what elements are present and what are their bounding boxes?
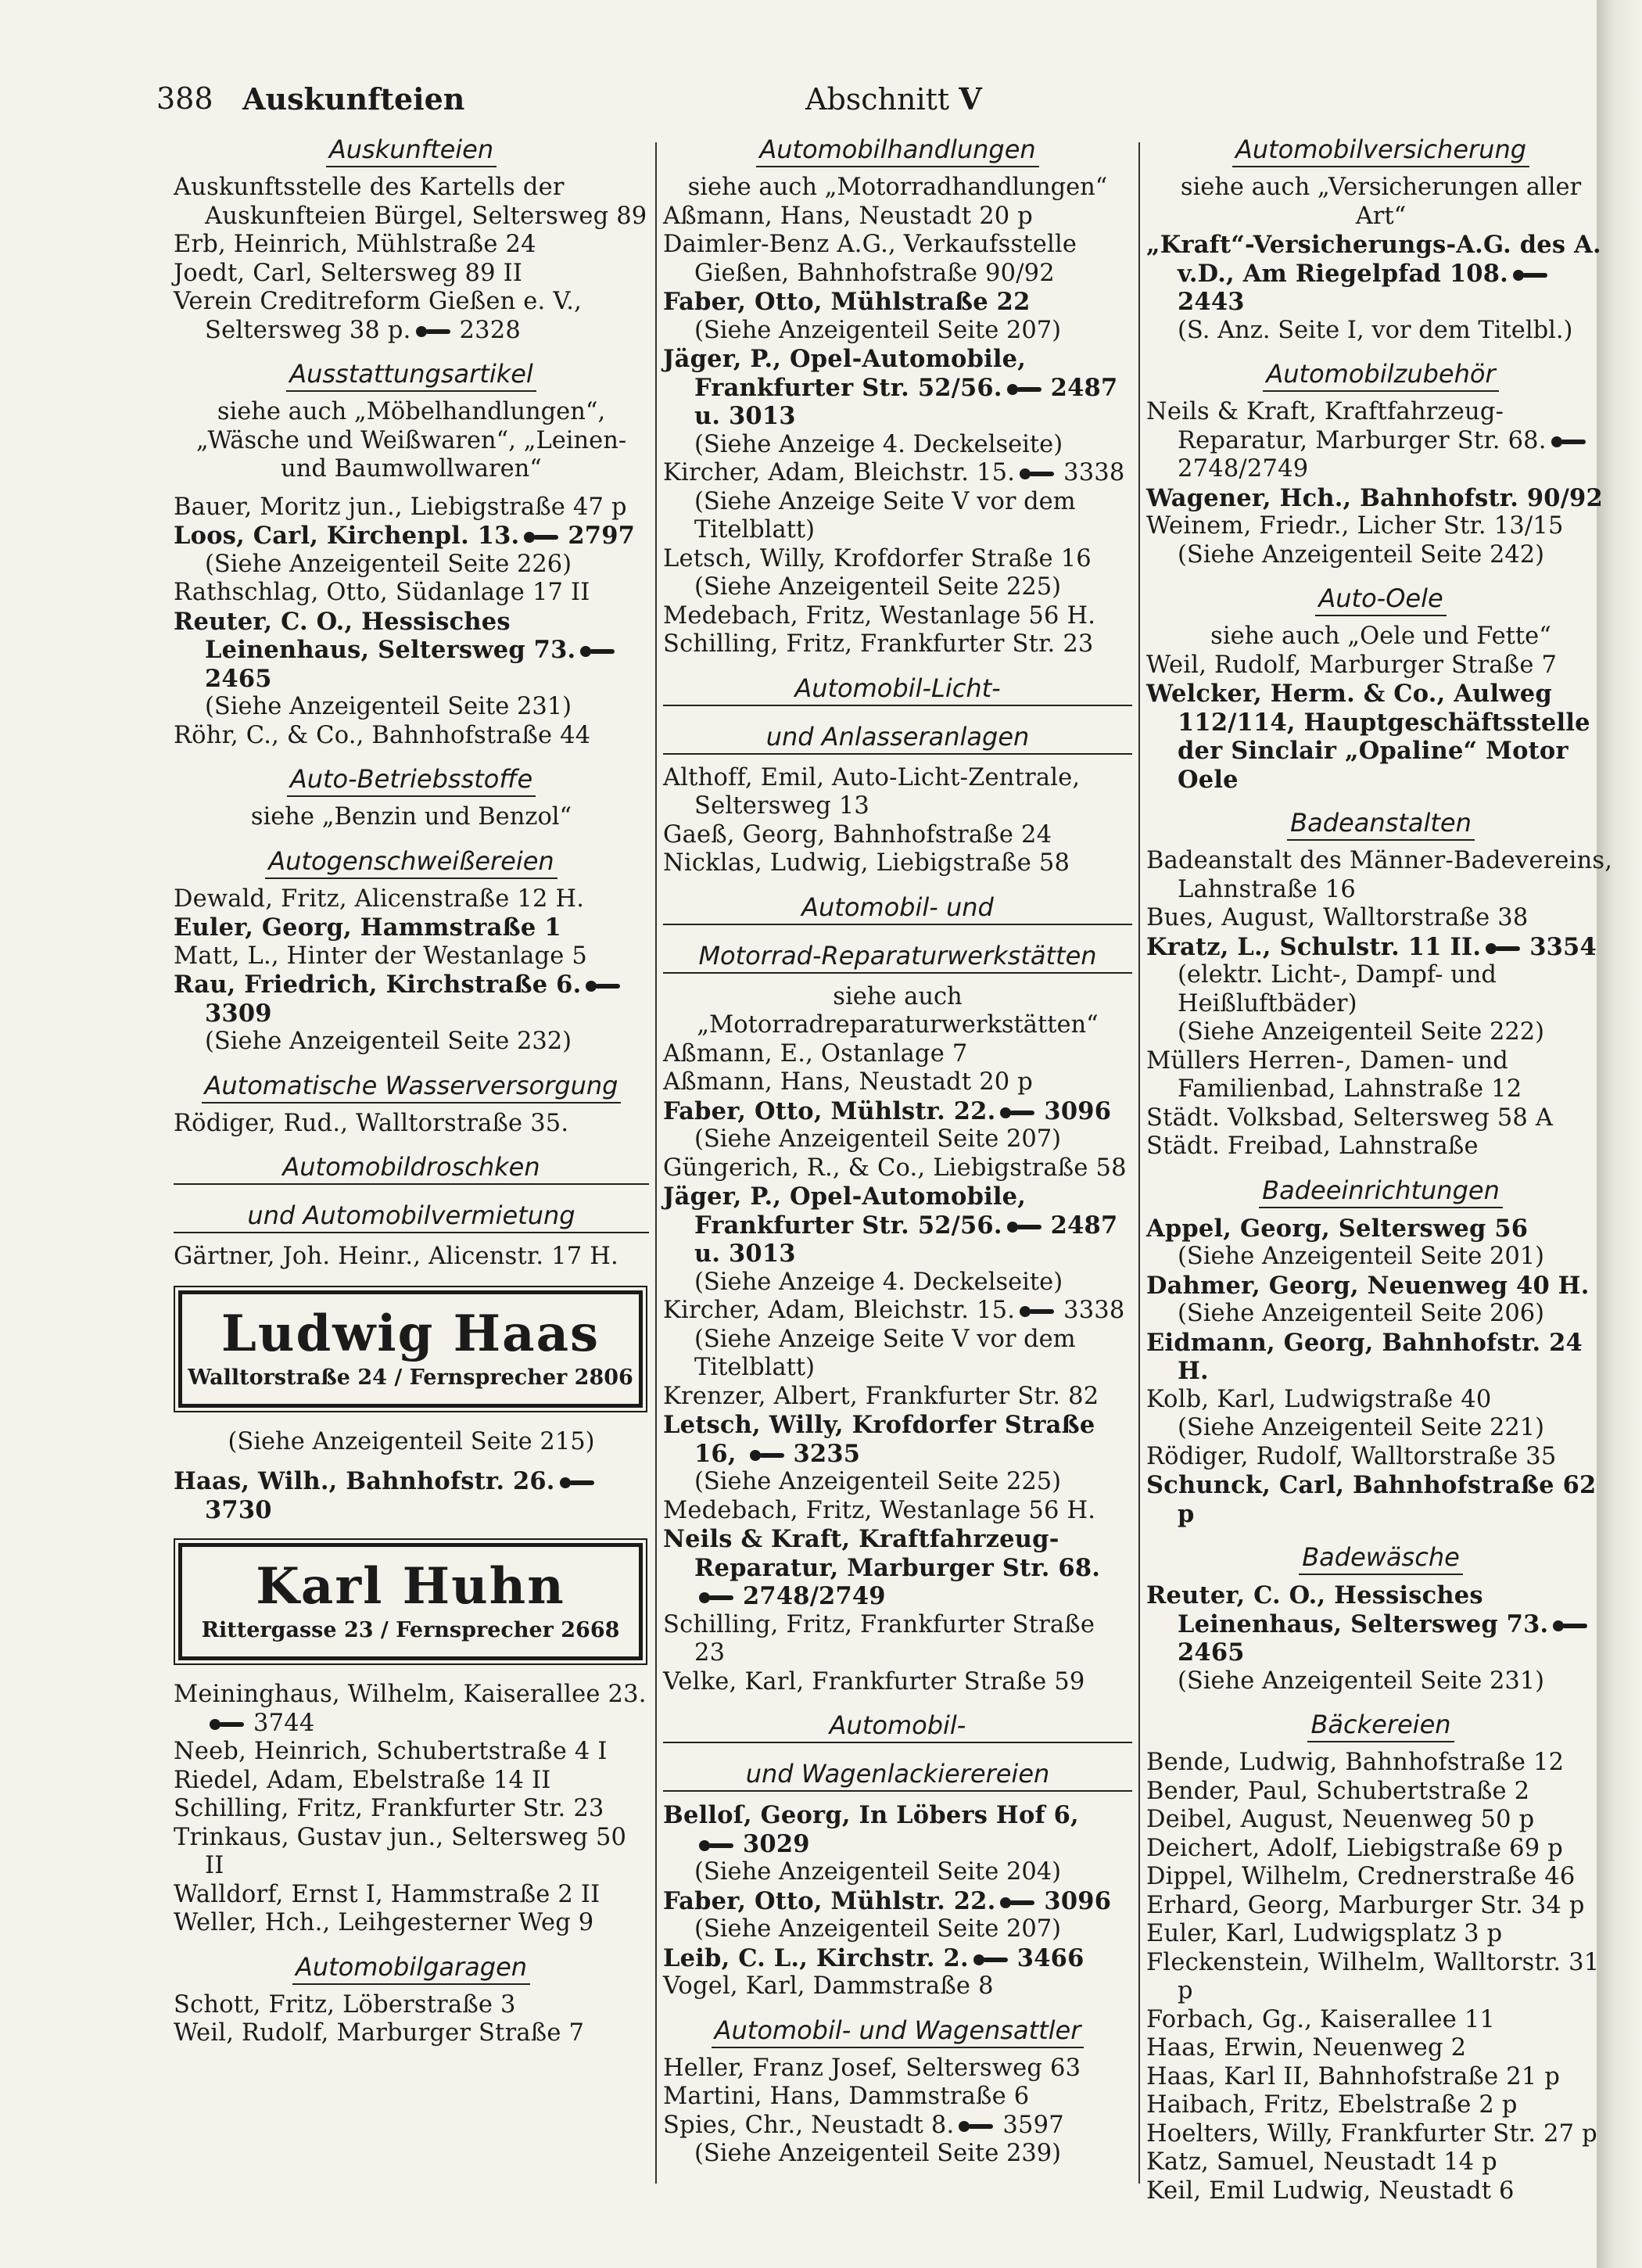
telephone-icon: [1513, 269, 1552, 282]
ad-reference: (Siehe Anzeige 4. Deckelseite): [694, 1268, 1063, 1296]
telephone-icon: [1020, 468, 1059, 480]
telephone-icon: [1007, 383, 1046, 396]
entry: Haas, Wilh., Bahnhofstr. 26.3730: [174, 1467, 649, 1524]
entry: Haas, Erwin, Neuenweg 2: [1146, 2034, 1467, 2062]
telephone-icon: [699, 1839, 738, 1852]
ad-reference: (Siehe Anzeigenteil Seite 225): [694, 573, 1062, 601]
entry: Schunck, Carl, Bahnhofstraße 62 p: [1146, 1471, 1597, 1528]
ad-reference: (Siehe Anzeigenteil Seite 231): [205, 693, 572, 720]
entry: Haibach, Fritz, Ebelstraße 2 p: [1146, 2091, 1518, 2119]
entry: Faber, Otto, Mühlstraße 22: [663, 288, 1031, 316]
telephone-icon: [1551, 436, 1590, 448]
section-heading: Badeeinrichtungen: [1146, 1175, 1615, 1205]
entry: Erhard, Georg, Marburger Str. 34 p: [1146, 1891, 1585, 1919]
entry: Kratz, L., Schulstr. 11 II. 3354: [1146, 932, 1597, 961]
telephone-icon: [1486, 942, 1525, 955]
ad-address: Rittergasse 23 / Fernsprecher 2668: [201, 1618, 620, 1642]
ad-reference: (Siehe Anzeigenteil Seite 201): [1178, 1243, 1545, 1270]
ad-reference: (S. Anz. Seite I, vor dem Titelbl.): [1178, 316, 1573, 344]
entry: „Kraft“-Versicherungs-A.G. des A. v.D., Am Riegelpfad 108.2443: [1146, 231, 1601, 316]
entry: Walldorf, Ernst I, Hammstraße 2 II: [174, 1880, 601, 1908]
see-also: siehe auch „Möbelhandlungen“, „Wäsche und Weißwaren“, „Leinen- und Baumwollwaren“: [195, 398, 627, 483]
entry: Deichert, Adolf, Liebigstraße 69 p: [1146, 1834, 1563, 1862]
section-label: [805, 81, 982, 117]
entry: Wagener, Hch., Bahnhofstr. 90/92: [1146, 483, 1603, 512]
ad-reference: (Siehe Anzeige Seite V vor dem Titelblatt): [694, 487, 1076, 544]
entry: Appel, Georg, Seltersweg 56: [1146, 1214, 1529, 1243]
telephone-icon: [750, 1449, 789, 1462]
entry: Röhr, C., & Co., Bahnhofstraße 44: [174, 721, 591, 749]
ad-reference: (Siehe Anzeigenteil Seite 231): [1178, 1667, 1545, 1695]
entry: Euler, Karl, Ludwigsplatz 3 p: [1146, 1920, 1503, 1947]
ad-name: Ludwig Haas: [220, 1304, 601, 1363]
entry: Velke, Karl, Frankfurter Straße 59: [663, 1667, 1085, 1696]
entry: Jäger, P., Opel-Automobile, Frankfurter Str. 52/56. 2487 u. 3013: [663, 345, 1118, 430]
entry: Kircher, Adam, Bleichstr. 15. 3338: [663, 1297, 1125, 1324]
entry: Euler, Georg, Hammstraße 1: [174, 913, 561, 942]
section-numeral: V: [959, 81, 982, 117]
section-heading: Automobilhandlungen: [663, 135, 1132, 164]
entry: Rau, Friedrich, Kirchstraße 6.3309: [174, 971, 649, 1028]
see-also: siehe auch „Oele und Fette“: [1210, 623, 1551, 650]
section-heading: Automatische Wasserversorgung: [174, 1071, 649, 1100]
entry: Gaeß, Georg, Bahnhofstraße 24: [663, 820, 1052, 849]
see-also: siehe auch „Versicherungen aller Art“: [1180, 174, 1582, 230]
telephone-icon: [586, 980, 625, 992]
ad-reference: (Siehe Anzeigenteil Seite 242): [1178, 540, 1545, 569]
entry: Auskunftsstelle des Kartells der Auskunfteien Bürgel, Seltersweg 89: [174, 174, 647, 230]
ad-reference: (Siehe Anzeigenteil Seite 225): [694, 1468, 1062, 1495]
ad-reference: (Siehe Anzeigenteil Seite 226): [205, 550, 572, 578]
entry-note: (elektr. Licht-, Dampf- und Heißluftbäder): [1178, 961, 1497, 1017]
entry: Keil, Emil Ludwig, Neustadt 6: [1146, 2176, 1515, 2205]
telephone-icon: [699, 1592, 738, 1604]
advertisement-box: [178, 1290, 643, 1408]
entry: Weil, Rudolf, Marburger Straße 7: [174, 2019, 585, 2047]
entry: Müllers Herren-, Damen- und Familienbad, Lahnstraße 12: [1146, 1046, 1522, 1103]
section-heading: Automobilgaragen: [174, 1952, 649, 1982]
entry: Städt. Freibad, Lahnstraße: [1146, 1132, 1479, 1160]
ad-reference: (Siehe Anzeigenteil Seite 207): [694, 1915, 1062, 1943]
entry: Rathschlag, Otto, Südanlage 17 II: [174, 579, 590, 606]
entry: Leib, C. L., Kirchstr. 2. 3466: [663, 1943, 1085, 1972]
ad-name: Karl Huhn: [256, 1557, 565, 1616]
section-heading: Auto-Betriebsstoffe: [174, 764, 649, 794]
entry: Dahmer, Georg, Neuenweg 40 H.: [1146, 1271, 1590, 1300]
entry: Faber, Otto, Mühlstr. 22. 3096: [663, 1096, 1112, 1125]
section-heading: Automobil- und Wagenlackierereien: [663, 1710, 1132, 1792]
ad-reference: (Siehe Anzeigenteil Seite 215): [228, 1427, 595, 1455]
entry: Reuter, C. O., Hessisches Leinenhaus, Seltersweg 73.2465: [174, 608, 649, 694]
column-divider: [1138, 142, 1140, 2184]
entry: Letsch, Willy, Krofdorfer Straße 16, 3235: [663, 1411, 1095, 1468]
ad-reference: (Siehe Anzeigenteil Seite 222): [1178, 1018, 1545, 1046]
ad-reference: (Siehe Anzeigenteil Seite 232): [205, 1028, 572, 1055]
section-heading: Badeanstalten: [1146, 808, 1615, 838]
telephone-icon: [1000, 1107, 1039, 1119]
ad-reference: (Siehe Anzeigenteil Seite 207): [694, 1125, 1062, 1153]
entry: Riedel, Adam, Ebelstraße 14 II: [174, 1766, 551, 1794]
entry: Hoelters, Willy, Frankfurter Str. 27 p: [1146, 2119, 1597, 2148]
ad-reference: (Siehe Anzeigenteil Seite 221): [1178, 1414, 1545, 1441]
section-heading: Ausstattungsartikel: [174, 359, 649, 389]
entry: Weller, Hch., Leihgesterner Weg 9: [174, 1909, 594, 1936]
entry: Kircher, Adam, Bleichstr. 15. 3338: [663, 459, 1125, 486]
entry: Weinem, Friedr., Licher Str. 13/15: [1146, 512, 1564, 540]
advertisement-box: [178, 1543, 643, 1660]
entry: Krenzer, Albert, Frankfurter Str. 82: [663, 1382, 1099, 1410]
entry: Medebach, Fritz, Westanlage 56 H.: [663, 601, 1096, 630]
entry: Meininghaus, Wilhelm, Kaiserallee 23. 3744: [174, 1681, 647, 1737]
entry: Schilling, Fritz, Frankfurter Str. 23: [174, 1795, 604, 1822]
entry: Neils & Kraft, Kraftfahrzeug-Reparatur, Marburger Str. 68.2748/2749: [1146, 398, 1615, 484]
entry: Katz, Samuel, Neustadt 14 p: [1146, 2148, 1497, 2176]
see-also: siehe auch „Motorradreparaturwerkstätten“: [697, 982, 1099, 1039]
entry: Rödiger, Rud., Walltorstraße 35.: [174, 1109, 569, 1137]
entry: Heller, Franz Josef, Seltersweg 63: [663, 2054, 1081, 2082]
entry: Vogel, Karl, Dammstraße 8: [663, 1972, 994, 2000]
entry: Nicklas, Ludwig, Liebigstraße 58: [663, 849, 1070, 877]
entry: Eidmann, Georg, Bahnhofstr. 24 H.: [1146, 1328, 1583, 1385]
section-word: Abschnitt: [805, 82, 950, 117]
entry: Bues, August, Walltorstraße 38: [1146, 904, 1529, 931]
section-heading: Automobil- und Wagensattler: [663, 2015, 1132, 2045]
telephone-icon: [1553, 1620, 1592, 1632]
entry: Bende, Ludwig, Bahnhofstraße 12: [1146, 1749, 1565, 1776]
telephone-icon: [1020, 1305, 1059, 1318]
section-heading: Autogenschweißereien: [174, 846, 649, 876]
entry: Erb, Heinrich, Mühlstraße 24: [174, 231, 536, 258]
entry: Weil, Rudolf, Marburger Straße 7: [1146, 651, 1558, 679]
section-heading: Automobil- und Motorrad-Reparaturwerkstätten: [663, 892, 1132, 974]
column-middle: [663, 135, 1132, 2169]
entry: Daimler-Benz A.G., Verkaufsstelle Gießen, Bahnhofstraße 90/92: [663, 231, 1077, 287]
column-left: [174, 135, 649, 2048]
entry: Joedt, Carl, Seltersweg 89 II: [174, 259, 523, 287]
section-heading: Automobilzubehör: [1146, 359, 1615, 389]
telephone-icon: [959, 2120, 998, 2133]
running-head: Auskunfteien: [242, 81, 465, 117]
entry: Bauer, Moritz jun., Liebigstraße 47 p: [174, 493, 627, 521]
entry: Forbach, Gg., Kaiserallee 11: [1146, 2005, 1496, 2033]
telephone-icon: [524, 531, 563, 544]
entry: Fleckenstein, Wilhelm, Walltorstr. 31 p: [1146, 1948, 1600, 2004]
entry: Gärtner, Joh. Heinr., Alicenstr. 17 H.: [174, 1243, 618, 1270]
entry: Schott, Fritz, Löberstraße 3: [174, 1990, 516, 2019]
ad-reference: (Siehe Anzeige 4. Deckelseite): [694, 430, 1063, 458]
entry: Schilling, Fritz, Frankfurter Straße 23: [663, 1610, 1095, 1667]
ad-reference: (Siehe Anzeige Seite V vor dem Titelblatt): [694, 1325, 1076, 1381]
telephone-icon: [416, 325, 455, 338]
entry: Althoff, Emil, Auto-Licht-Zentrale, Seltersweg 13: [663, 763, 1081, 820]
page-number: 388: [156, 81, 213, 116]
entry: Neils & Kraft, Kraftfahrzeug-Reparatur, Marburger Str. 68.2748/2749: [663, 1525, 1101, 1610]
entry: Letsch, Willy, Krofdorfer Straße 16: [663, 544, 1092, 572]
entry: Dewald, Fritz, Alicenstraße 12 H.: [174, 885, 585, 913]
entry: Reuter, C. O., Hessisches Leinenhaus, Seltersweg 73.2465: [1146, 1581, 1615, 1667]
column-right: [1146, 135, 1615, 2205]
entry: Aßmann, E., Ostanlage 7: [663, 1039, 968, 1068]
entry: Neeb, Heinrich, Schubertstraße 4 I: [174, 1738, 608, 1765]
entry: Verein Creditreform Gießen e. V., Seltersweg 38 p. 2328: [174, 288, 583, 344]
section-heading: Badewäsche: [1146, 1542, 1615, 1572]
entry: Aßmann, Hans, Neustadt 20 p: [663, 202, 1034, 230]
section-heading: Automobil-Licht- und Anlasseranlagen: [663, 673, 1132, 755]
entry: Welcker, Herm. & Co., Aulweg 112/114, Hauptgeschäftsstelle der Sinclair „Opaline“ Motor Oele: [1146, 680, 1590, 794]
section-heading: Auto-Oele: [1146, 583, 1615, 613]
section-heading: Automobildroschken und Automobilvermietung: [174, 1152, 649, 1233]
telephone-icon: [560, 1477, 599, 1489]
entry: Städt. Volksbad, Seltersweg 58 A: [1146, 1103, 1554, 1132]
entry: Trinkaus, Gustav jun., Seltersweg 50 II: [174, 1823, 627, 1879]
entry: Rödiger, Rudolf, Walltorstraße 35: [1146, 1442, 1557, 1470]
ad-address: Walltorstraße 24 / Fernsprecher 2806: [188, 1365, 633, 1390]
entry: Belloſ, Georg, In Löbers Hof 6, 3029: [663, 1801, 1079, 1858]
entry: Dippel, Wilhelm, Crednerstraße 46: [1146, 1863, 1576, 1890]
section-heading: Auskunfteien: [174, 135, 649, 164]
entry: Bender, Paul, Schubertstraße 2: [1146, 1777, 1530, 1805]
section-heading: Automobilversicherung: [1146, 135, 1615, 164]
telephone-icon: [580, 645, 619, 658]
column-divider: [655, 142, 657, 2184]
entry: Badeanstalt des Männer-Badevereins, Lahnstraße 16: [1146, 847, 1613, 903]
entry: Matt, L., Hinter der Westanlage 5: [174, 942, 587, 970]
entry: Spies, Chr., Neustadt 8. 3597: [663, 2111, 1064, 2139]
page-header: [156, 81, 1587, 128]
entry: Haas, Karl II, Bahnhofstraße 21 p: [1146, 2062, 1561, 2090]
entry: Martini, Hans, Dammstraße 6: [663, 2083, 1030, 2110]
entry: Kolb, Karl, Ludwigstraße 40: [1146, 1385, 1492, 1413]
ad-reference: (Siehe Anzeigenteil Seite 207): [694, 316, 1062, 344]
entry: Medebach, Fritz, Westanlage 56 H.: [663, 1496, 1096, 1524]
telephone-icon: [1000, 1897, 1039, 1909]
ad-reference: (Siehe Anzeigenteil Seite 206): [1178, 1300, 1545, 1327]
entry: Schilling, Fritz, Frankfurter Str. 23: [663, 630, 1094, 658]
entry: Faber, Otto, Mühlstr. 22. 3096: [663, 1886, 1112, 1915]
ad-reference: (Siehe Anzeigenteil Seite 239): [694, 2140, 1062, 2167]
entry: Deibel, August, Neuenweg 50 p: [1146, 1806, 1535, 1833]
entry: Aßmann, Hans, Neustadt 20 p: [663, 1068, 1034, 1096]
see-also: siehe auch „Motorradhandlungen“: [687, 174, 1108, 201]
ad-reference: (Siehe Anzeigenteil Seite 204): [694, 1858, 1062, 1886]
see-also: siehe „Benzin und Benzol“: [250, 803, 572, 831]
entry: Jäger, P., Opel-Automobile, Frankfurter Str. 52/56. 2487 u. 3013: [663, 1182, 1118, 1268]
telephone-icon: [973, 1954, 1013, 1966]
entry: Güngerich, R., & Co., Liebigstraße 58: [663, 1154, 1127, 1182]
telephone-icon: [210, 1718, 249, 1731]
telephone-icon: [1007, 1221, 1046, 1233]
entry: Loos, Carl, Kirchenpl. 13. 2797: [174, 522, 636, 550]
section-heading: Bäckereien: [1146, 1710, 1615, 1739]
